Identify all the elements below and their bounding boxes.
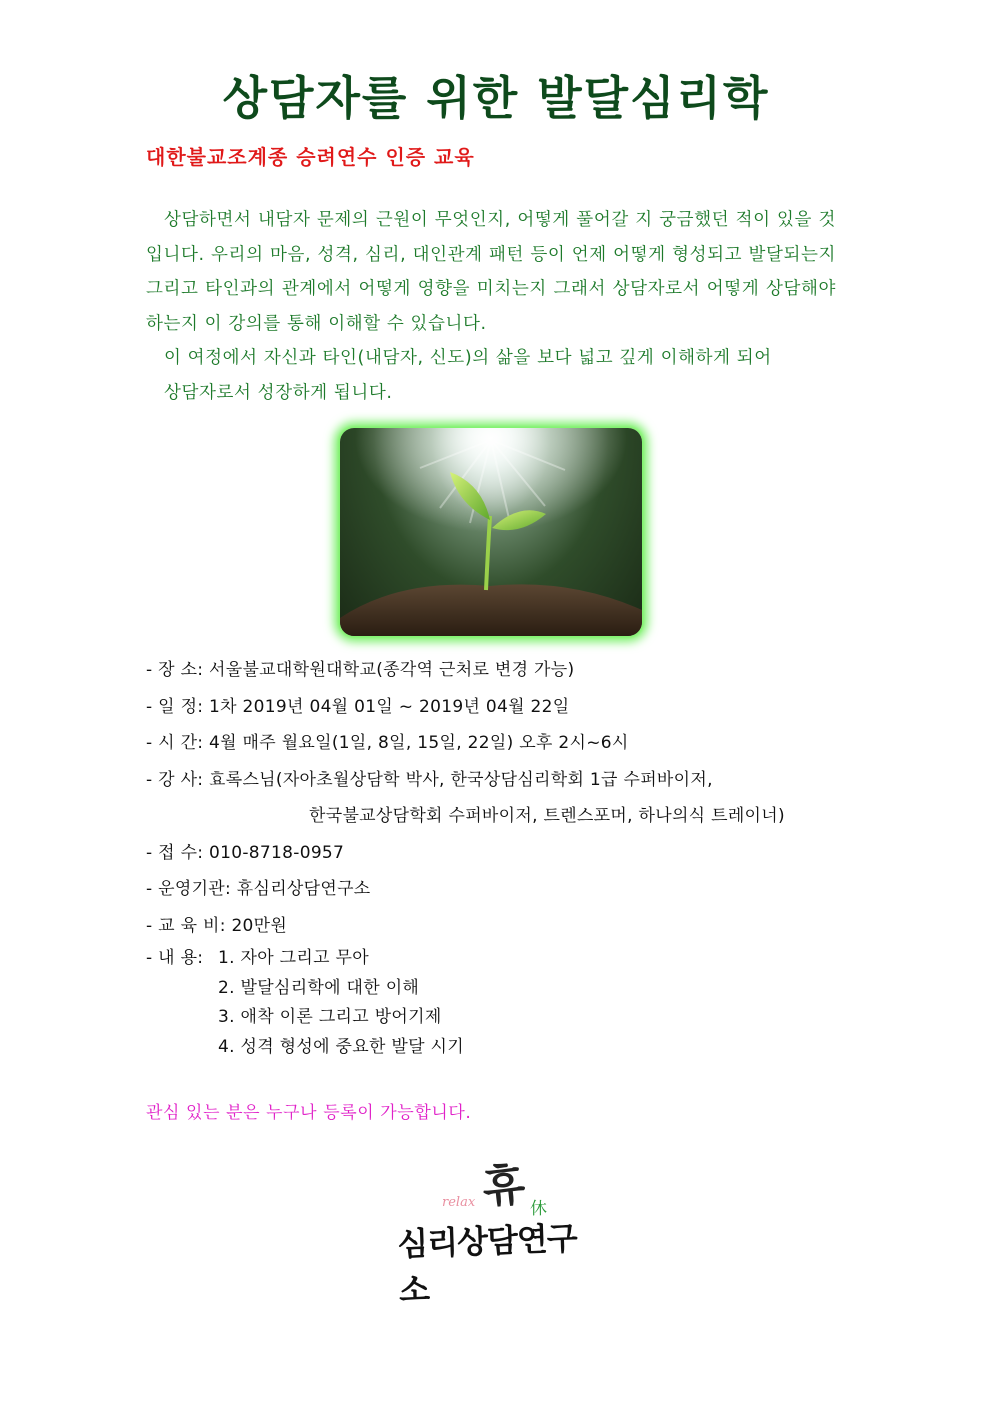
logo-name-text: 심리상담연구소 [396,1219,578,1310]
content-item: 3. 애착 이론 그리고 방어기제 [218,1007,442,1027]
detail-schedule: - 일 정: 1차 2019년 04월 01일 ~ 2019년 04월 22일 [146,696,570,717]
page-title: 상담자를 위한 발달심리학 [222,71,770,125]
content-item: 2. 발달심리학에 대한 이해 [218,977,420,998]
seedling-photo [340,428,642,636]
intro-section [146,203,836,410]
detail-contact: - 접 수: 010-8718-0957 [146,842,345,863]
page-subtitle: 대한불교조계종 승려연수 인증 교육 [146,145,475,169]
content-item [146,944,846,974]
logo-hanja-text: 休 [530,1199,547,1219]
logo-hyu-text: 휴 [479,1158,528,1215]
detail-place: - 장 소: 서울불교대학원대학교(종각역 근처로 변경 가능) [146,660,575,680]
details-list [146,652,846,1062]
content-item-text: 1. 자아 그리고 무아 [218,948,369,968]
intro-paragraph-2-line-1: 이 여정에서 자신과 타인(내담자, 신도)의 삶을 보다 넓고 깊게 이해하게 되어 [164,348,772,368]
detail-content [146,944,846,1062]
detail-instructor-line-2: 한국불교상담학회 수퍼바이저, 트렌스포머, 하나의식 트레이너) [309,806,785,826]
seedling-illustration [340,428,642,636]
detail-fee: - 교 육 비: 20만원 [146,915,288,936]
detail-organizer: - 운영기관: 휴심리상담연구소 [146,879,371,899]
content-item: 4. 성격 형성에 중요한 발달 시기 [218,1036,465,1057]
institute-logo [390,1150,590,1310]
registration-note: 관심 있는 분은 누구나 등록이 가능합니다. [146,1103,472,1123]
detail-time: - 시 간: 4월 매주 월요일(1일, 8일, 15일, 22일) 오후 2시~6시 [146,733,629,753]
content-label: - 내 용: [146,948,204,968]
intro-paragraph-1: 상담하면서 내담자 문제의 근원이 무엇인지, 어떻게 풀어갈 지 궁금했던 적이 있을 것입니다. 우리의 마음, 성격, 심리, 대인관계 패턴 등이 언제 어떻게 형성되고 발달되는지 그리고 타인과의 관계에서 어떻게 영향을 미치는지 그래서 상담자로서 어떻게 상담해야 하는지 이 강의를 통해 이해할 수 있습니다. [146,210,836,334]
detail-instructor-line-1: - 강 사: 효록스님(자아초월상담학 박사, 한국상담심리학회 1급 수퍼바이저, [146,769,713,790]
logo-relax-text: relax [442,1195,476,1210]
intro-paragraph-2-line-2: 상담자로서 성장하게 됩니다. [164,382,393,403]
